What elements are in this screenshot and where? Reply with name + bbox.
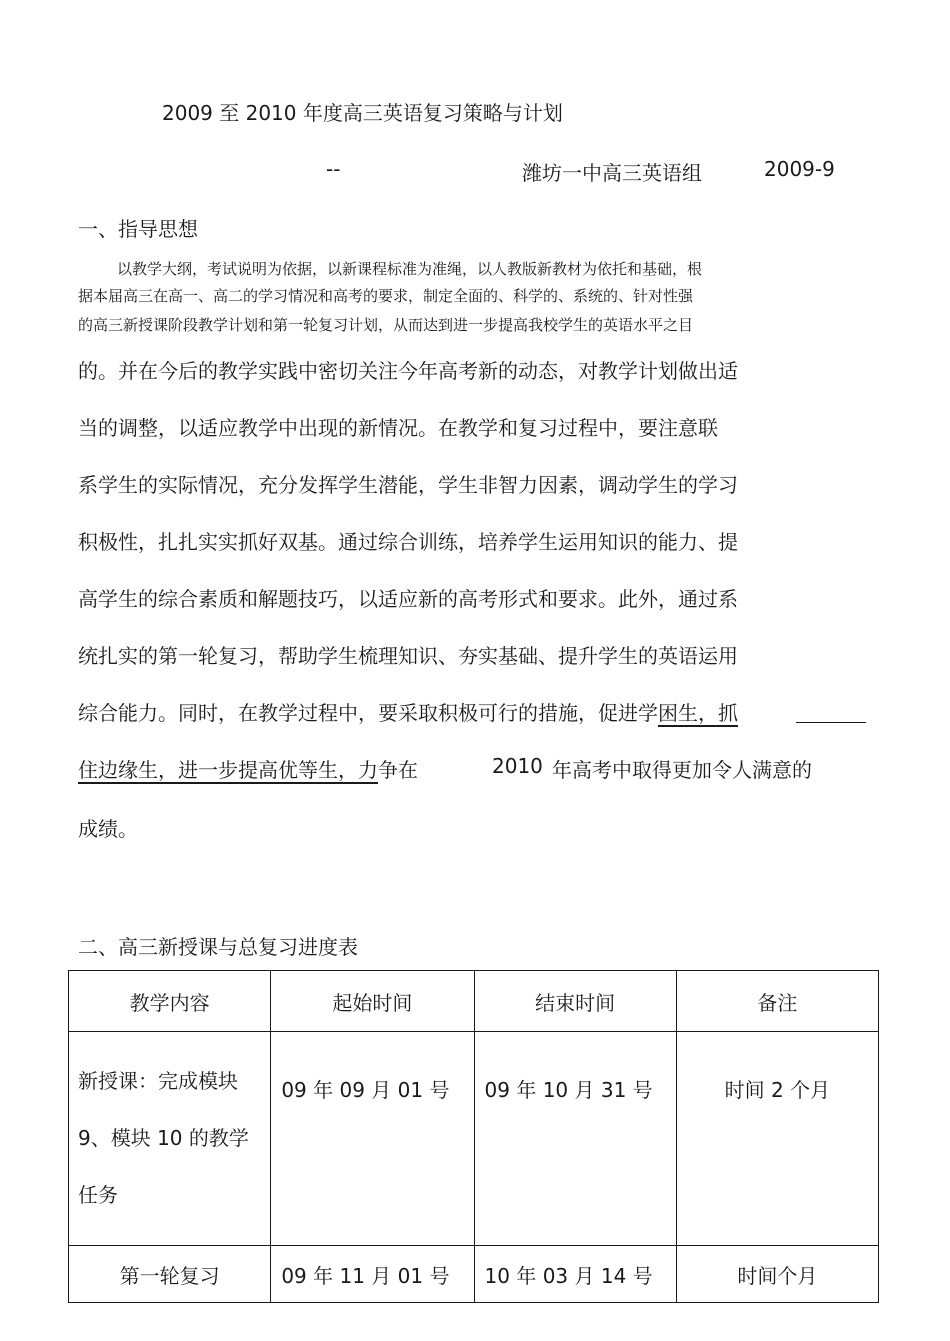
paragraph-line-8-tail: 年高考中取得更加令人满意的 [552, 758, 812, 782]
paragraph-line-7 [78, 697, 738, 726]
subtitle-org: 潍坊一中高三英语组 [522, 161, 702, 185]
table-header-row [69, 971, 879, 1032]
table-row [69, 1246, 879, 1303]
paragraph-small-line-2: 据本届高三在高一、高二的学习情况和高考的要求，制定全面的、科学的、系统的、针对性强 [78, 287, 694, 305]
paragraph-line-9: 成绩。 [78, 817, 138, 841]
paragraph-small-line-1: 以教学大纲，考试说明为依据，以新课程标准为准绳，以人教版新教材为依托和基础，根 [117, 260, 703, 278]
paragraph-line-8-year: 2010 [492, 754, 543, 778]
paragraph-line-8-underlined: 住边缘生，进一步提高优等生，力 [78, 758, 378, 782]
table-cell-content: 第一轮复习 [69, 1246, 271, 1303]
table-cell-note: 时间个月 [676, 1246, 878, 1303]
paragraph-line-3: 系学生的实际情况，充分发挥学生潜能，学生非智力因素，调动学生的学习 [78, 473, 738, 497]
paragraph-line-5: 高学生的综合素质和解题技巧，以适应新的高考形式和要求。此外，通过系 [78, 587, 738, 611]
table-cell-end: 10 年 03 月 14 号 [474, 1246, 676, 1303]
content-line: 任务 [78, 1183, 118, 1207]
paragraph-line-1: 的。并在今后的教学实践中密切关注今年高考新的动态，对教学计划做出适 [78, 359, 738, 383]
content-line: 9、模块 10 的教学 [78, 1126, 249, 1150]
table-row [69, 1032, 879, 1246]
table-cell-end: 09 年 10 月 31 号 [474, 1032, 676, 1246]
paragraph-line-6: 统扎实的第一轮复习，帮助学生梳理知识、夯实基础、提升学生的英语运用 [78, 644, 738, 668]
paragraph-line-8-text: 争在 [378, 758, 418, 782]
underline-extension [796, 722, 866, 723]
paragraph-line-8 [78, 754, 418, 783]
section2-heading: 二、高三新授课与总复习进度表 [78, 935, 358, 959]
paragraph-line-7-text: 综合能力。同时，在教学过程中，要采取积极可行的措施，促进学 [78, 701, 658, 725]
table-cell-start: 09 年 11 月 01 号 [271, 1246, 474, 1303]
table-cell-start: 09 年 09 月 01 号 [271, 1032, 474, 1246]
subtitle-dash: -- [326, 157, 341, 181]
paragraph-line-2: 当的调整，以适应教学中出现的新情况。在教学和复习过程中，要注意联 [78, 416, 718, 440]
subtitle-date: 2009-9 [764, 157, 835, 181]
table-header-cell: 备注 [676, 971, 878, 1032]
schedule-table [68, 970, 879, 1303]
table-header-cell: 起始时间 [271, 971, 474, 1032]
paragraph-line-4: 积极性，扎扎实实抓好双基。通过综合训练，培养学生运用知识的能力、提 [78, 530, 738, 554]
table-cell-content [69, 1032, 271, 1246]
paragraph-line-7-underlined: 困生，抓 [658, 701, 738, 725]
table-header-cell: 教学内容 [69, 971, 271, 1032]
content-line: 新授课：完成模块 [78, 1069, 238, 1093]
paragraph-small-line-3: 的高三新授课阶段教学计划和第一轮复习计划，从而达到进一步提高我校学生的英语水平之目 [78, 316, 694, 334]
table-header-cell: 结束时间 [474, 971, 676, 1032]
document-title: 2009 至 2010 年度高三英语复习策略与计划 [162, 101, 563, 125]
section1-heading: 一、指导思想 [78, 217, 198, 241]
table-cell-note: 时间 2 个月 [676, 1032, 878, 1246]
